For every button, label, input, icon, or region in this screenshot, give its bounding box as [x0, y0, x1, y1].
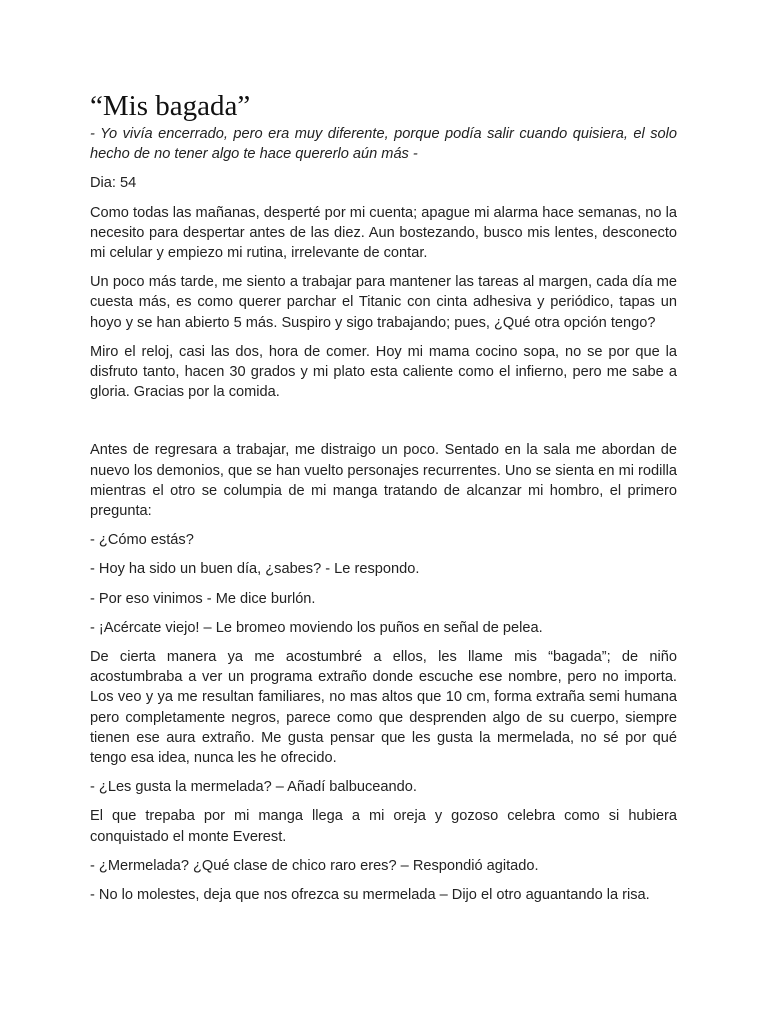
dialogue-line: - Hoy ha sido un buen día, ¿sabes? - Le respondo.	[90, 561, 420, 578]
dialogue-line: - ¿Les gusta la mermelada? – Añadí balbuceando.	[90, 779, 417, 796]
paragraph: Miro el reloj, casi las dos, hora de comer. Hoy mi mama cocino sopa, no se por que la disfruto tanto, hacen 30 grados y mi plato esta caliente como el infierno, pero me sabe a gloria. Gracias por la comida.	[90, 343, 677, 401]
dialogue-line: - ¿Mermelada? ¿Qué clase de chico raro eres? – Respondió agitado.	[90, 857, 539, 874]
dialogue-line: - ¡Acércate viejo! – Le bromeo moviendo los puños en señal de pelea.	[90, 619, 543, 636]
epigraph: - Yo vivía encerrado, pero era muy diferente, porque podía salir cuando quisiera, el solo hecho de no tener algo te hace quererlo aún más -	[90, 126, 677, 163]
dialogue-line: - ¿Cómo estás?	[90, 532, 194, 549]
section-break	[90, 411, 677, 440]
dialogue-line: - No lo molestes, deja que nos ofrezca su mermelada – Dijo el otro aguantando la risa.	[90, 887, 650, 904]
paragraph: De cierta manera ya me acostumbré a ellos, les llame mis “bagada”; de niño acostumbraba a ver un programa extraño donde escuche ese nombre, pero no importa. Los veo y ya me resultan familiares, no mas altos que 10 cm, forma extraña semi humana pero completamente negros, parece como que desprenden algo de su cuerpo, siempre tienen ese aura extraño. Me gusta pensar que les gusta la mermelada, no sé por qué tengo esa idea, nunca les he ofrecido.	[90, 649, 677, 767]
paragraph: El que trepaba por mi manga llega a mi oreja y gozoso celebra como si hubiera conquistado el monte Everest.	[90, 808, 677, 845]
paragraph: Antes de regresara a trabajar, me distraigo un poco. Sentado en la sala me abordan de nuevo los demonios, que se han vuelto personajes recurrentes. Uno se sienta en mi rodilla mientras el otro se columpia de mi manga tratando de alcanzar mi hombro, el primero pregunta:	[90, 442, 677, 520]
dialogue-line: - Por eso vinimos - Me dice burlón.	[90, 590, 316, 607]
day-label: Dia: 54	[90, 175, 137, 192]
paragraph: Un poco más tarde, me siento a trabajar para mantener las tareas al margen, cada día me cuesta más, es como querer parchar el Titanic con cinta adhesiva y periódico, tapas un hoyo y se han abierto 5 más. Suspiro y sigo trabajando; pues, ¿Qué otra opción tengo?	[90, 274, 677, 331]
paragraph: Como todas las mañanas, desperté por mi cuenta; apague mi alarma hace semanas, no la necesito para despertar antes de las diez. Aun bostezando, busco mis lentes, desconecto mi celular y empiezo mi rutina, irrelevante de contar.	[90, 204, 677, 262]
document-title: “Mis bagada”	[90, 90, 251, 122]
document-page	[90, 88, 677, 914]
